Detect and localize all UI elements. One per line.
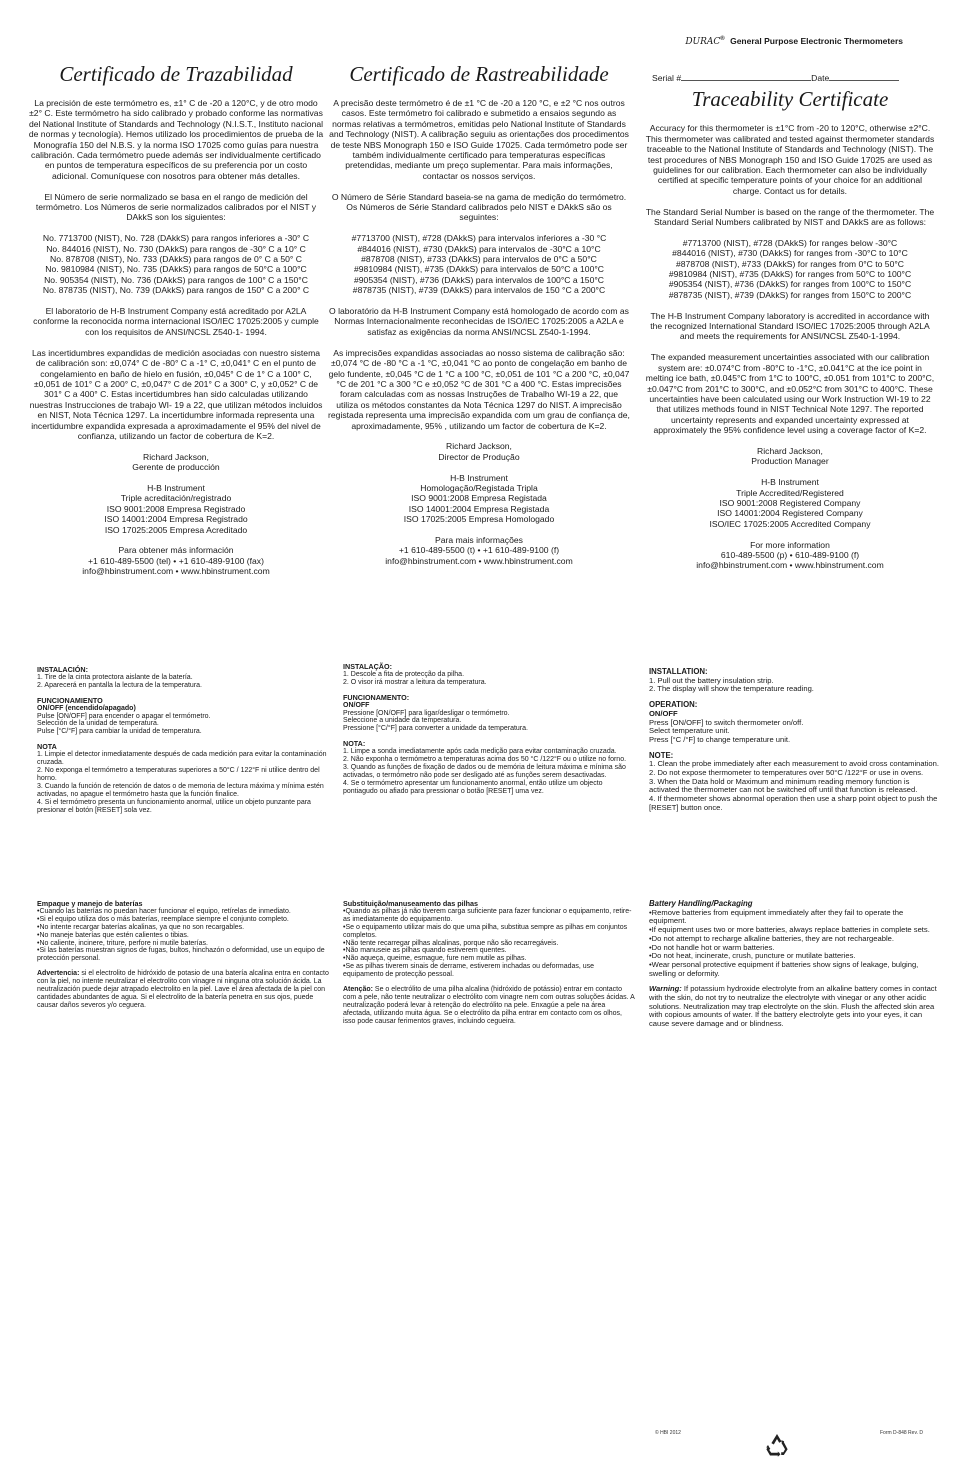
battery-text-pt: •Quando as pilhas já não tiverem carga suficiente para fazer funcionar o equipamento, retire-as imediatamente do equipamento. •Se o equipamento utilizar mais do que uma pilha, substitua sempre as pilhas em conjuntos completos. •Não tente recarregar pilhas alcalinas, porque não são recarregáveis. •Não manuseie as pilhas quando estiverem quentes. •Não aqueça, queime, esmague, fure nem mutile as pilhas. •Se as pilhas tiverem sinais de derrame, estiverem inchadas ou deformadas, use equipamento de protecção pessoal. [343,907,632,979]
instructions-es [37,666,329,821]
accuracy-paragraph-es: La precisión de este termómetro es, ±1° C de -20 a 120°C, y de otro modo ±2° C. Este termómetro ha sido calibrado y probado conforme las normativas del National Institute of Standards and Technology (N.I.S.T., Instituto nacional de normas y tecnología). Hemos utilizado los procedimientos de prueba de la Monografía 150 del N.B.S. y la norma ISO 17025 como guías para nuestra calibración. Cada termómetro puede además ser individualmente certificado en puntos de temperatura específicos de su preferencia por un costo adicional. Comuníquese con nosotros para obtener más detalles. [28,98,324,181]
signature-pt: Richard Jackson, Director de Produção [438,441,520,462]
operation-heading-es: FUNCIONAMIENTO [37,695,103,705]
operation-heading-pt: FUNCIONAMENTO: [343,692,410,702]
serial-date-line [652,72,936,83]
brand-logo: DURAC [685,37,721,47]
serial-list-pt: #7713700 (NIST), #728 (DAkkS) para intervalos inferiores a -30 °C #844016 (NIST), #730 (DAkkS) para intervalos de -30°C a 10°C #878708 (NIST), #733 (DAkkS) para intervalos de 0°C a 50°C #9810984 (NIST), #735 (DAkkS) para intervalos de 50°C a 100°C #905354 (NIST), #736 (DAkkS) para intervalos de 100°C a 150°C #878735 (NIST), #739 (DAkkS) para intervalos de 150 °C a 200°C [351,233,607,296]
page-header [0,36,903,47]
certificate-es [28,56,324,587]
battery-text-en: •Remove batteries from equipment immediately after they fail to operate the equipment. •If equipment uses two or more batteries, always replace batteries in complete sets. •Do not attempt to recharge alkaline batteries, they are not rechargeable. •Do not handle hot or warm batteries. •Do not heat, incinerate, crush, puncture or mutilate batteries. •Wear personal protective equipment if batteries show signs of leakage, bulging, swelling or deformity. [649,907,930,978]
form-number: Form D-848 Rev. D [880,1430,923,1436]
certificate-pt [328,56,630,577]
serial-field[interactable] [681,72,811,81]
battery-heading-pt: Substituição/manuseamento das pilhas [343,899,478,908]
uncertainty-paragraph-pt: As imprecisões expandidas associadas ao nosso sistema de calibração são: ±0,074 °C de -80 °C a -1 °C, ±0,041 °C ao ponto de congelação em banho de gelo fundente, ±0,045 °C de 1 °C a 100 °C, ±0,051 de 101 °C a 200 °C, ±0,047 °C de 201 °C a 300 °C e ±0,052 °C de 301 °C a 400 °C. Estas imprecisões foram calculadas com as nossas Instruções de Trabalho WI-19 a 22, que utiliza os métodos constantes da Nota Técnica 1297 do NIST. A imprecisão registada representa uma imprecisão expandida com um grau de confiança de, aproximadamente, 95% , utilizando um factor de cobertura de K=2. [328,347,630,431]
certificate-title-es: Certificado de Trazabilidad [59,62,293,86]
company-es: H-B Instrument Triple acreditación/registrado ISO 9001:2008 Empresa Registrado ISO 14001:2004 Empresa Registrado ISO 17025:2005 Empresa Acreditado [104,482,248,535]
battery-en [649,900,942,1036]
contact-pt: Para mais informações +1 610-489-5500 (t) • +1 610-489-9100 (f) info@hbinstrument.com • www.hbinstrument.com [385,534,573,566]
certificate-title-pt: Certificado de Rastreabilidade [349,62,609,86]
lab-paragraph-en: The H-B Instrument Company laboratory is accredited in accordance with the recognized International Standard ISO/IEC 17025:2005 through A2LA and meets the requirements for ANSI/NCSL Z540-1-1994. [650,310,930,342]
lab-paragraph-es: El laboratorio de H-B Instrument Company está acreditado por A2LA conforme la reconocida norma internacional ISO/IEC 17025:2005 y cumple con los requisitos de ANSI/NCSL Z540-1- 1994. [33,306,319,337]
warning-text-es: si el electrolito de hidróxido de potasio de una batería alcalina entra en contacto con la piel, no intente neutralizar el electrolito con vinagre ni ninguna otra solución ácida. La neutralización puede dejar atrapado electrolito en la piel. Lave el área afectada de la piel con cantidades abundantes de agua. Si el electrolito de la batería penetra en sus ojos, puede causar daños severos y/o ceguera. [37,970,329,1009]
onoff-heading-pt: ON/OFF [343,701,370,709]
note-heading-es: NOTA [37,742,57,752]
serial-paragraph-pt: O Número de Série Standard baseia-se na gama de medição do termómetro. Os Números de Série Standard calibrados pelo NIST e DAkkS são os seguintes: [331,191,627,223]
warning-label-en: Warning: [649,984,682,994]
note-heading-en: NOTE: [649,750,674,760]
warning-text-pt: Se o electrólito de uma pilha alcalina (hidróxido de potássio) entrar em contacto com a pele, não tente neutralizar o electrólito com vinagre nem com outras soluções ácidas. A neutralização poderá levar à retenção do electrólito na pele. Enxagúe a pele na área afectada, utilizando muita água. Se o electrólito da pilha entrar em contacto com os olhos, isso pode causar ferimentos graves, incluindo cegueira. [343,986,635,1025]
battery-text-es: •Cuando las baterías no puedan hacer funcionar el equipo, retírelas de inmediato. •Si el equipo utiliza dos o más baterías, reemplace siempre el conjunto completo. •No intente recargar baterías alcalinas, ya que no son recargables. •No maneje baterías que estén calientes o tibias. •No caliente, incinere, triture, perfore ni mutile baterías. •Si las baterías muestran signos de fugas, bultos, hinchazón o deformidad, use un equipo de protección personal. [37,907,325,963]
operation-text-en: Press [ON/OFF] to switch thermometer on/off. Select temperature unit. Press [°C /°F] to change temperature unit. [649,717,804,744]
operation-heading-en: OPERATION: [649,700,698,710]
signature-en: Richard Jackson, Production Manager [751,445,829,467]
installation-text-pt: 1. Descole a fita de protecção da pilha. 2. O visor irá mostrar a leitura da temperatura. [343,670,487,686]
serial-list-es: No. 7713700 (NIST), No. 728 (DAkkS) para rangos inferiores a -30° C No. 844016 (NIST), No. 730 (DAkkS) para rangos de -30° C a 10° C No. 878708 (NIST), No. 733 (DAkkS) para rangos de 0° C a 50° C No. 9810984 (NIST), No. 735 (DAkkS) para rangos de 50°C a 100°C No. 905354 (NIST), No. 736 (DAkkS) para rangos de 100° C a 150°C No. 878735 (NIST), No. 739 (DAkkS) para rangos de 150° C a 200° C [42,233,310,296]
warning-label-es: Advertencia: [37,970,80,978]
battery-warning-es [37,970,330,1010]
battery-heading-es: Empaque y manejo de baterías [37,899,143,908]
lab-paragraph-pt: O laboratório da H-B Instrument Company está homologado de acordo com as Normas Internacionalmente reconhecidas de ISO/IEC 17025:2005 a A2LA e satisfaz as exigências da norma ANSI/NCSL Z540-1-1994. [329,306,629,337]
installation-text-es: 1. Tire de la cinta protectora aislante de la batería. 2. Aparecerá en pantalla la lectura de la temperatura. [37,673,202,689]
onoff-heading-en: ON/OFF [649,708,678,718]
battery-es [37,900,330,1017]
registered-mark: ® [720,36,725,43]
warning-label-pt: Atenção: [343,986,373,994]
installation-heading-pt: INSTALAÇÃO: [343,662,392,671]
battery-pt [343,900,636,1033]
operation-text-es: Pulse [ON/OFF] para encender o apagar el termómetro. Selección de la unidad de temperatura. Pulse [°C/°F] para cambiar la unidad de temperatura. [37,712,211,736]
company-en: H-B Instrument Triple Accredited/Registered ISO 9001:2008 Registered Company ISO 14001:2004 Registered Company ISO/IEC 17025:2005 Accredited Company [709,477,871,529]
installation-heading-en: INSTALLATION: [649,667,708,676]
copyright-text: © HBI 2012 [655,1430,681,1436]
certificate-en [644,60,936,581]
battery-warning-en [649,985,942,1029]
instructions-en [649,668,941,820]
accuracy-paragraph-en: Accuracy for this thermometer is ±1°C from -20 to 120°C, otherwise ±2°C. This thermometer was calibrated and tested against thermometer standards traceable to the National Institute of Standards and Technology (NIST). The test procedures of NBS Monograph 150 and ISO Guide 17025 are used as guidelines for our calibration. Each thermometer can also be individually certified at specific temperature points of your choice for an additional charge. Contact us for details. [645,123,935,196]
serial-label: Serial # [652,73,682,83]
certificate-title-en: Traceability Certificate [691,87,889,112]
battery-heading-en: Battery Handling/Packaging [649,899,753,908]
contact-es: Para obtener más información +1 610-489-5500 (tel) • +1 610-489-9100 (fax) info@hbinstrument.com • www.hbinstrument.com [82,545,270,577]
company-pt: H-B Instrument Homologação/Registada Tripla ISO 9001:2008 Empresa Registada ISO 14001:2004 Empresa Registada ISO 17025:2005 Empresa Homologado [403,472,555,525]
note-heading-pt: NOTA: [343,739,366,749]
date-field[interactable] [829,72,899,81]
note-text-es: 1. Limpie el detector inmediatamente después de cada medición para evitar la contaminación cruzada. 2. No exponga el termómetro a temperaturas superiores a 50°C / 122°F ni utilice dentro del horno. 3. Cuando la función de retención de datos o de memoria de lectura máxima y mínima estén activadas, no apague el termómetro hasta que la función finalice. 4. Si el termómetro presenta un funcionamiento anormal, utilice un objeto punzante para presionar el botón [RESET] sola vez. [37,751,327,814]
installation-heading-es: INSTALACIÓN: [37,665,88,674]
operation-text-pt: Pressione [ON/OFF] para ligar/desligar o termómetro. Seleccione a unidade da temperatura. Pressione [°C/°F] para converter a unidade da temperatura. [343,709,528,733]
uncertainty-paragraph-en: The expanded measurement uncertainties associated with our calibration system are: ±0.074°C from -80°C to -1°C, ±0.041°C at the ice point in melting ice bath, ±0.045°C from 1°C to 100°C, ±0.051 from 101°C to 200°C, ±0.047°C from 201°C to 300°C, and ±0.052°C from 301°C to 400°C. These uncertainties have been calculated using our Work Instruction WI-19 to 22 that utilizes methods found in NIST Technical Note 1297. The reported uncertainty represents and expanded uncertainty expressed at approximately the 95% confidence level using a coverage factor of K=2. [645,352,935,436]
accuracy-paragraph-pt: A precisão deste termómetro é de ±1 °C de -20 a 120 °C, e ±2 °C nos outros casos. Este termómetro foi calibrado e submetido a ensaios segundo as normas relativas a termómetros, emitidas pelo National Institute of Standards and Technology (NIST). A calibração seguiu as orientações dos procedimentos de teste NBS Monograph 150 e ISO Guide 17025. Cada termómetro pode ser também individualmente certificado para temperaturas específicas pretendidas, mediante um preço suplementar. Para mais informações, contactar os nossos serviços. [329,98,629,181]
signature-es: Richard Jackson, Gerente de producción [132,451,220,473]
battery-warning-pt [343,986,636,1026]
note-text-en: 1. Clean the probe immediately after each measurement to avoid cross contamination. 2. Do not expose thermometer to temperatures over 50°C /122°F or use in ovens. 3. When the Data hold or Maximum and minimum reading memory function is activated the thermometer can not be switched off until that function is released. 4. If thermometer shows abnormal operation then use a sharp point object to push the [RESET] button once. [649,759,939,812]
installation-text-en: 1. Pull out the battery insulation strip. 2. The display will show the temperature reading. [649,675,814,694]
serial-list-en: #7713700 (NIST), #728 (DAkkS) for ranges below -30°C #844016 (NIST), #730 (DAkkS) for ranges from -30°C to 10°C #878708 (NIST), #733 (DAkkS) for ranges from 0°C to 50°C #9810984 (NIST), #735 (DAkkS) for ranges from 50°C to 100°C #905354 (NIST), #736 (DAkkS) for ranges from 100°C to 150°C #878735 (NIST), #739 (DAkkS) for ranges from 150°C to 200°C [668,237,912,300]
instructions-pt [343,663,635,803]
serial-paragraph-es: El Número de serie normalizado se basa en el rango de medición del termómetro. Los Números de serie normalizados calibrados por el NIST y DAkkS son los siguientes: [35,191,317,223]
onoff-heading-es: ON/OFF (encendido/apagado) [37,704,136,712]
date-label: Date [811,73,830,83]
product-title: General Purpose Electronic Thermometers [730,36,903,46]
uncertainty-paragraph-es: Las incertidumbres expandidas de medición asociadas con nuestro sistema de calibración son: ±0,074° C de -80° C a -1° C, ±0,041° C en el punto de congelamiento en baño de hielo en fusión, ±0,045° C de 1° C a 100° C, ±0,051 de 101° C a 200° C, ±0,047° C de 201° C a 300° C, y ±0,052° C de 301° C a 400° C. Estas incertidumbres han sido calculadas utilizando nuestras Instrucciones de trabajo WI- 19 a 22, que utilizan métodos incluidos en NIST, Nota Técnica 1297. La incertidumbre informada representa una incertidumbre expandida expresada a aproximadamente el 95% del nivel de confianza, utilizando un factor de cobertura de K=2. [29,347,323,441]
warning-text-en: If potassium hydroxide electrolyte from an alkaline battery comes in contact with the skin, do not try to neutralize the electrolyte with vinegar or any other acidic solutions. Neutralization may trap electrolyte on the skin. Flush the affected skin area with copious amounts of water. If the battery electrolyte gets into your eyes, it can cause severe damage and or blindness. [649,984,937,1029]
contact-en: For more information 610-489-5500 (p) • 610-489-9100 (f) info@hbinstrument.com • www.hbinstrument.com [696,539,884,571]
recycle-icon [764,1432,790,1458]
serial-paragraph-en: The Standard Serial Number is based on the range of the thermometer. The Standard Serial Numbers calibrated by NIST and DAkkS are as follows: [645,206,935,228]
note-text-pt: 1. Limpe a sonda imediatamente após cada medição para evitar contaminação cruzada. 2. Não exponha o termómetro a temperaturas acima dos 50 °C /122°F ou o utilize no forno. 3. Quando as funções de fixação de dados ou de memória de leitura máxima e mínima são activadas, o termómetro não pode ser desligado até as funções serem desactivadas. 4. Se o termómetro apresentar um funcionamento anormal, então utilize um objecto pontiagudo ou afiado para pressionar o botão [RESET] uma vez. [343,748,627,795]
